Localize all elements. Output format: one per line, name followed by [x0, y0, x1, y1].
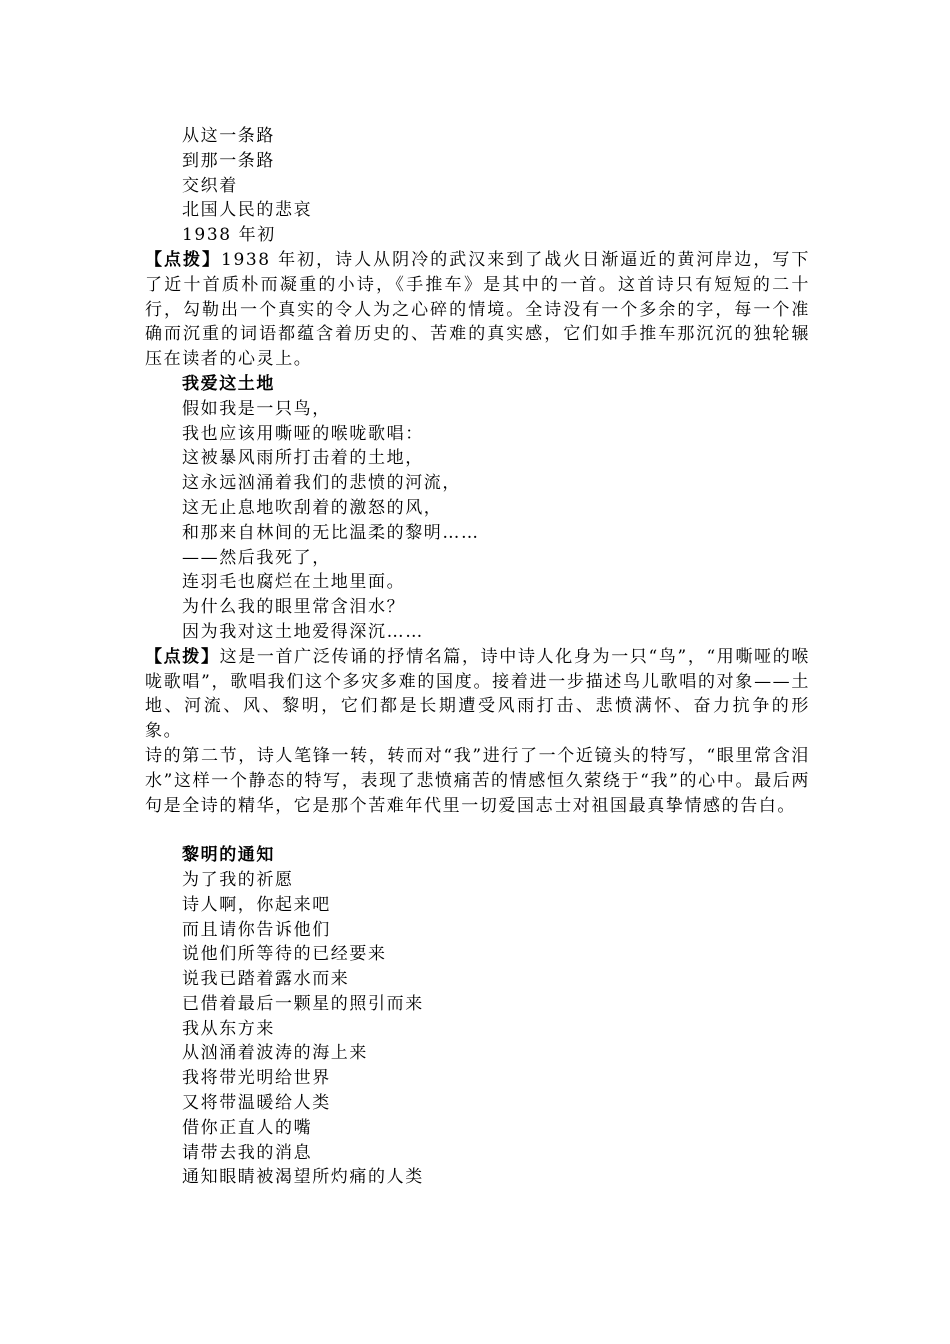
- poem-line: 这永远汹涌着我们的悲愤的河流，: [182, 473, 461, 494]
- commentary-tag: 【点拨】: [145, 249, 222, 270]
- poem-line: 诗人啊，你起来吧: [182, 894, 331, 915]
- commentary-paragraph: [145, 248, 810, 372]
- poem-line: 为了我的祈愿: [182, 869, 294, 890]
- poem-line: 又将带温暖给人类: [182, 1093, 331, 1114]
- poem-line: 借你正直人的嘴: [182, 1117, 313, 1138]
- poem-title: 我爱这土地: [182, 373, 275, 394]
- poem-line: 这被暴风雨所打击着的土地，: [182, 448, 424, 469]
- poem-line: 因为我对这土地爱得深沉……: [182, 621, 424, 642]
- poem-tail-lines: [145, 124, 810, 248]
- document-page: [145, 124, 810, 1190]
- poem-line: 为什么我的眼里常含泪水？: [182, 597, 406, 618]
- blank-line: [145, 818, 810, 843]
- poem-line: 从这一条路: [182, 126, 275, 146]
- poem-title: 黎明的通知: [182, 845, 275, 866]
- poem-line: 北国人民的悲哀: [182, 200, 313, 221]
- poem-line: 到那一条路: [182, 150, 275, 171]
- poem-line: 这无止息地吹刮着的激怒的风，: [182, 497, 443, 518]
- poem-line: 从汹涌着波涛的海上来: [182, 1043, 368, 1064]
- commentary-text: 这是一首广泛传诵的抒情名篇，诗中诗人化身为一只“鸟”，“用嘶哑的喉咙歌唱”，歌唱我们这个多灾多难的国度。接着进一步描述鸟儿歌唱的对象——土地、河流、风、黎明，它们都是长期遭受风雨打击、悲愤满怀、奋力抗争的形象。: [145, 646, 810, 742]
- poem-line: 和那来自林间的无比温柔的黎明……: [182, 522, 480, 543]
- poem-date: 1938 年初: [182, 225, 276, 246]
- poem-line: 我将带光明给世界: [182, 1068, 331, 1089]
- poem-line: 交织着: [182, 175, 238, 196]
- commentary-paragraph-second: 诗的第二节，诗人笔锋一转，转而对“我”进行了一个近镜头的特写，“眼里常含泪水”这样一个静态的特写，表现了悲愤痛苦的情感恒久萦绕于“我”的心中。最后两句是全诗的精华，它是那个苦难年代里一切爱国志士对祖国最真挚情感的告白。: [145, 745, 810, 816]
- poem-line: 已借着最后一颗星的照引而来: [182, 993, 424, 1014]
- poem-i-love-this-land: [145, 372, 810, 645]
- commentary-paragraph: [145, 645, 810, 744]
- poem-line: 说我已踏着露水而来: [182, 969, 350, 990]
- poem-dawn-notice: [145, 843, 810, 1190]
- poem-line: 说他们所等待的已经要来: [182, 944, 387, 965]
- poem-line: ——然后我死了，: [182, 547, 331, 568]
- poem-line: 我从东方来: [182, 1018, 275, 1039]
- poem-line: 通知眼睛被渴望所灼痛的人类: [182, 1167, 424, 1188]
- poem-line: 我也应该用嘶哑的喉咙歌唱：: [182, 423, 424, 444]
- poem-line: 假如我是一只鸟，: [182, 398, 331, 419]
- commentary-tag: 【点拨】: [145, 646, 220, 667]
- poem-line: 连羽毛也腐烂在土地里面。: [182, 572, 406, 593]
- poem-line: 而且请你告诉他们: [182, 919, 331, 940]
- commentary-text: 1938 年初，诗人从阴冷的武汉来到了战火日渐逼近的黄河岸边，写下了近十首质朴而凝重的小诗，《手推车》是其中的一首。这首诗只有短短的二十行，勾勒出一个真实的令人为之心碎的情境。全诗没有一个多余的字，每一个准确而沉重的词语都蕴含着历史的、苦难的真实感，它们如手推车那沉沉的独轮辗压在读者的心灵上。: [145, 249, 810, 370]
- poem-line: 请带去我的消息: [182, 1142, 313, 1163]
